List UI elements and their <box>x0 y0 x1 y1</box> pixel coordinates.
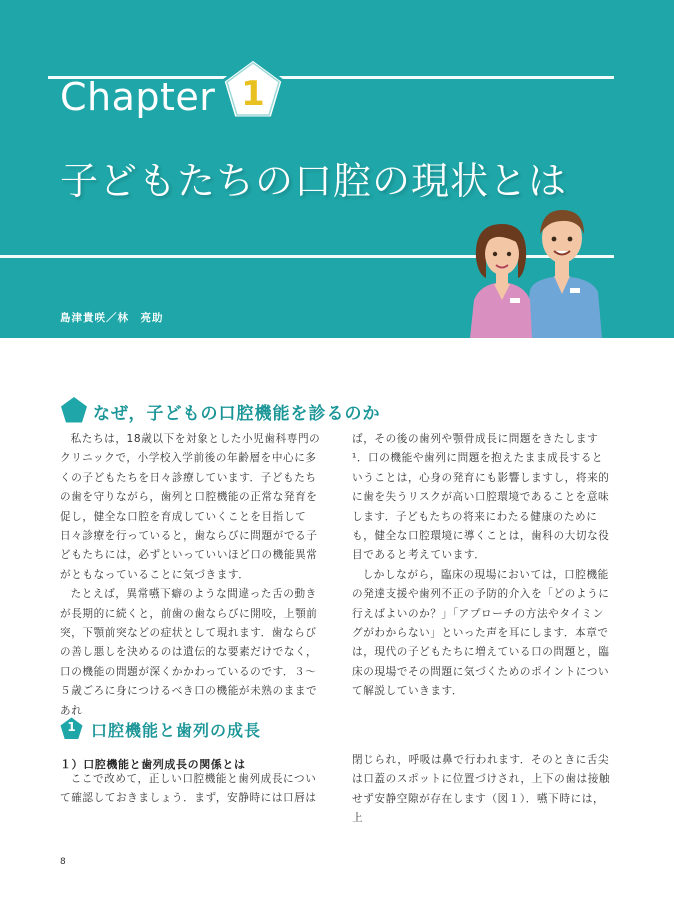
chapter-header <box>0 0 674 338</box>
section-heading-text: なぜ，子どもの口腔機能を診るのか <box>93 404 381 424</box>
subsection-heading: １）口腔機能と歯列成長の関係とは <box>60 758 246 771</box>
authors: 島津貴咲／林 亮助 <box>60 312 164 324</box>
paragraph: 私たちは，18歳以下を対象とした小児歯科専門のクリニックで，小学校入学前後の年齢層を中心に多くの子どもたちを日々診療しています．子どもたちの歯を守りながら，歯列と口腔機能の正常な発育を促し，健全な口腔を育成していくことを目指して日々診療を行っていると，歯ならびに問題がでる子どもたちには，必ずといっていいほど口の機能異常がともなっていることに気づきます． <box>60 433 321 581</box>
paragraph: ば，その後の歯列や顎骨成長に問題をきたします¹．口の機能や歯列に問題を抱えたまま成長するということは，心身の発育にも影響しますし，将来的に歯を失うリスクが高い口腔環境であることを意味します．子どもたちの将来にわたる健康のためにも，健全な口腔環境に導くことは，歯科の大切な役目であると考えています． <box>352 433 610 562</box>
section1-left-column <box>60 430 322 721</box>
paragraph: ここで改めて，正しい口腔機能と歯列成長について確認しておきましょう．まず，安静時には口唇は <box>60 773 317 805</box>
chapter-word: Chapter <box>60 75 216 119</box>
paragraph: たとえば，異常嚥下癖のような間違った舌の動きが長期的に続くと，前歯の歯ならびに開咬，上顎前突，下顎前突などの症状として現れます．歯ならびの善し悪しを決めるのは遺伝的な要素だけでなく，口の機能の問題が深くかかわっているのです．３～５歳ごろに身につけるべき口の機能が未熟のままであれ <box>60 588 318 717</box>
chapter-number: 1 <box>241 74 265 114</box>
page-number: 8 <box>60 857 66 867</box>
paragraph: 閉じられ，呼吸は鼻で行われます．そのときに舌尖は口蓋のスポットに位置づけされ，上下の歯は接触せず安静空隙が存在します（図１）．嚥下時には，上 <box>352 754 611 825</box>
section1-right-column <box>352 430 614 702</box>
section2-left-column <box>60 770 322 809</box>
paragraph: しかしながら，臨床の現場においては，口腔機能の発達支援や歯列不正の予防的介入を「どのように行えばよいのか？」「アプローチの方法やタイミングがわからない」といった声を耳にします．本章では，現代の子どもたちに増えている口の問題と，臨床の現場でその問題に気づくためのポイントについて解説していきます． <box>352 568 610 698</box>
section2-right-column <box>352 751 614 829</box>
section-number: 1 <box>67 720 76 734</box>
chapter-title: 子どもたちの口腔の現状とは <box>60 159 568 203</box>
dental-staff-illustration <box>462 202 614 338</box>
pentagon-icon <box>60 396 88 424</box>
section-heading-text: 口腔機能と歯列の成長 <box>91 721 262 740</box>
